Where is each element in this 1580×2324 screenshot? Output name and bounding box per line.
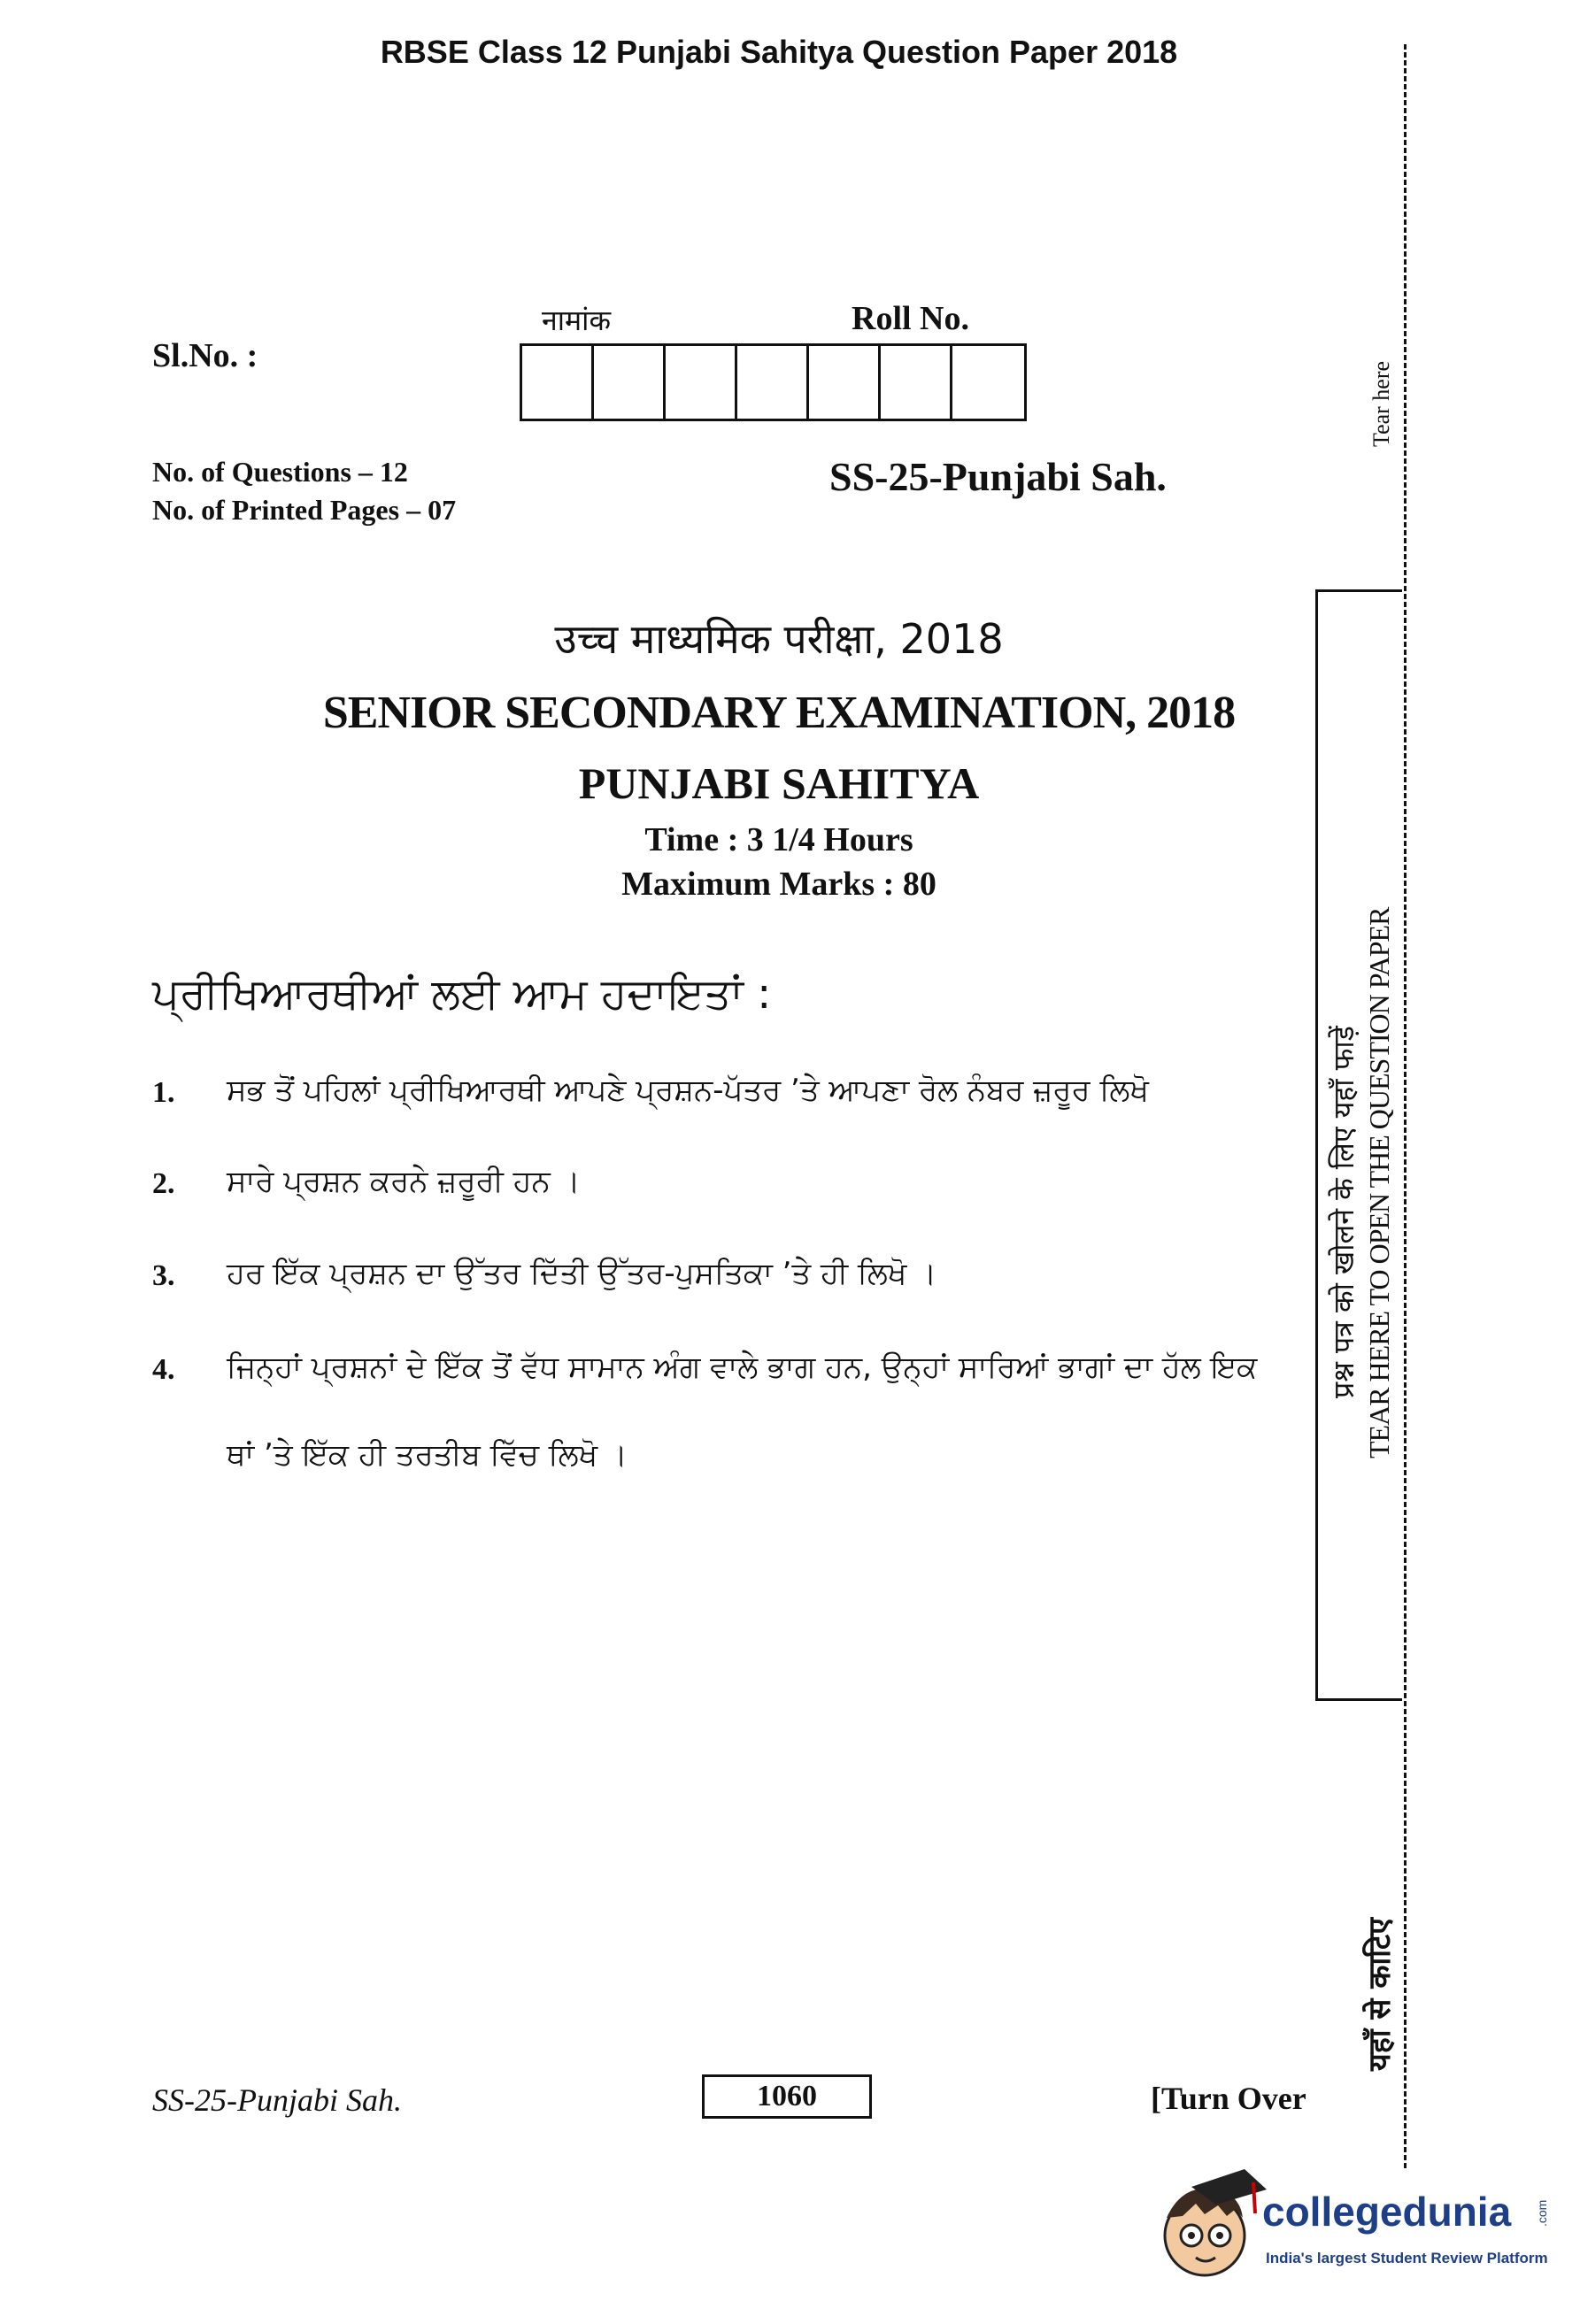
num-pages: No. of Printed Pages – 07 bbox=[152, 494, 457, 526]
instruction-number: 1. bbox=[152, 1076, 175, 1109]
roll-digit-box bbox=[522, 346, 594, 419]
num-questions: No. of Questions – 12 bbox=[152, 456, 408, 488]
max-marks: Maximum Marks : 80 bbox=[621, 866, 936, 903]
tear-dashed-line bbox=[1404, 44, 1407, 2168]
instruction-number: 3. bbox=[152, 1259, 175, 1292]
cut-here-hindi: यहाँ से काटिए bbox=[1362, 1918, 1398, 2071]
instruction-text: ਸਭ ਤੋਂ ਪਹਿਲਾਂ ਪ੍ਰੀਖਿਆਰਥੀ ਆਪਣੇ ਪ੍ਰਸ਼ਨ-ਪੱਤਰ ’ਤੇ ਆਪਣਾ ਰੋਲ ਨੰਬਰ ਜ਼ਰੂਰ ਲਿਖੋ bbox=[227, 1073, 1149, 1108]
tear-instruction-english: TEAR HERE TO OPEN THE QUESTION PAPER bbox=[1363, 907, 1395, 1458]
collegedunia-logo bbox=[1156, 2165, 1563, 2289]
paper-code: SS-25-Punjabi Sah. bbox=[829, 454, 1167, 499]
tear-instruction-hindi: प्रश्न पत्र को खोलने के लिए यहाँ फाड़ें bbox=[1327, 1026, 1360, 1398]
logo-tagline: India's largest Student Review Platform bbox=[1266, 2250, 1548, 2266]
roll-digit-box bbox=[666, 346, 737, 419]
exam-title-hindi: उच्च माध्यमिक परीक्षा, 2018 bbox=[554, 615, 1004, 663]
roll-label-hindi: नामांक bbox=[542, 304, 612, 337]
logo-name: collegedunia bbox=[1262, 2189, 1512, 2235]
instruction-text: ਜਿਨ੍ਹਾਂ ਪ੍ਰਸ਼ਨਾਂ ਦੇ ਇੱਕ ਤੋਂ ਵੱਧ ਸਾਮਾਨ ਅੰਗ ਵਾਲੇ ਭਾਗ ਹਨ, ਉਨ੍ਹਾਂ ਸਾਰਿਆਂ ਭਾਗਾਂ ਦਾ ਹੱਲ ਇਕ bbox=[227, 1350, 1258, 1385]
exam-title: SENIOR SECONDARY EXAMINATION, 2018 bbox=[322, 688, 1236, 738]
roll-digit-box bbox=[809, 346, 881, 419]
logo-suffix: .com bbox=[1535, 2199, 1549, 2227]
tear-here-label: Tear here bbox=[1368, 360, 1394, 447]
footer-number-box: 1060 bbox=[702, 2074, 872, 2119]
document-header-title: RBSE Class 12 Punjabi Sahitya Question Paper 2018 bbox=[380, 34, 1178, 70]
roll-digit-box bbox=[737, 346, 809, 419]
instruction-text-continued: ਥਾਂ ’ਤੇ ਇੱਕ ਹੀ ਤਰਤੀਬ ਵਿੱਚ ਲਿਖੋ । bbox=[227, 1437, 628, 1473]
roll-digit-box bbox=[881, 346, 952, 419]
instruction-number: 2. bbox=[152, 1167, 175, 1200]
sl-no-label: Sl.No. : bbox=[152, 337, 258, 374]
subject-title: PUNJABI SAHITYA bbox=[578, 758, 980, 808]
instruction-text: ਹਰ ਇੱਕ ਪ੍ਰਸ਼ਨ ਦਾ ਉੱਤਰ ਦਿੱਤੀ ਉੱਤਰ-ਪੁਸਤਿਕਾ ’ਤੇ ਹੀ ਲਿਖੋ । bbox=[227, 1256, 937, 1291]
mascot-icon bbox=[1156, 2165, 1271, 2289]
exam-time: Time : 3 1/4 Hours bbox=[644, 821, 913, 858]
roll-digit-box bbox=[594, 346, 666, 419]
roll-digit-box bbox=[952, 346, 1024, 419]
instruction-number: 4. bbox=[152, 1353, 175, 1386]
roll-number-boxes bbox=[520, 343, 1027, 421]
footer-paper-code: SS-25-Punjabi Sah. bbox=[152, 2082, 402, 2118]
instruction-text: ਸਾਰੇ ਪ੍ਰਸ਼ਨ ਕਰਨੇ ਜ਼ਰੂਰੀ ਹਨ । bbox=[227, 1164, 581, 1199]
roll-label: Roll No. bbox=[852, 300, 969, 337]
instructions-heading: ਪ੍ਰੀਖਿਆਰਥੀਆਂ ਲਈ ਆਮ ਹਦਾਇਤਾਂ : bbox=[152, 969, 772, 1019]
turn-over: [Turn Over bbox=[1151, 2081, 1306, 2116]
